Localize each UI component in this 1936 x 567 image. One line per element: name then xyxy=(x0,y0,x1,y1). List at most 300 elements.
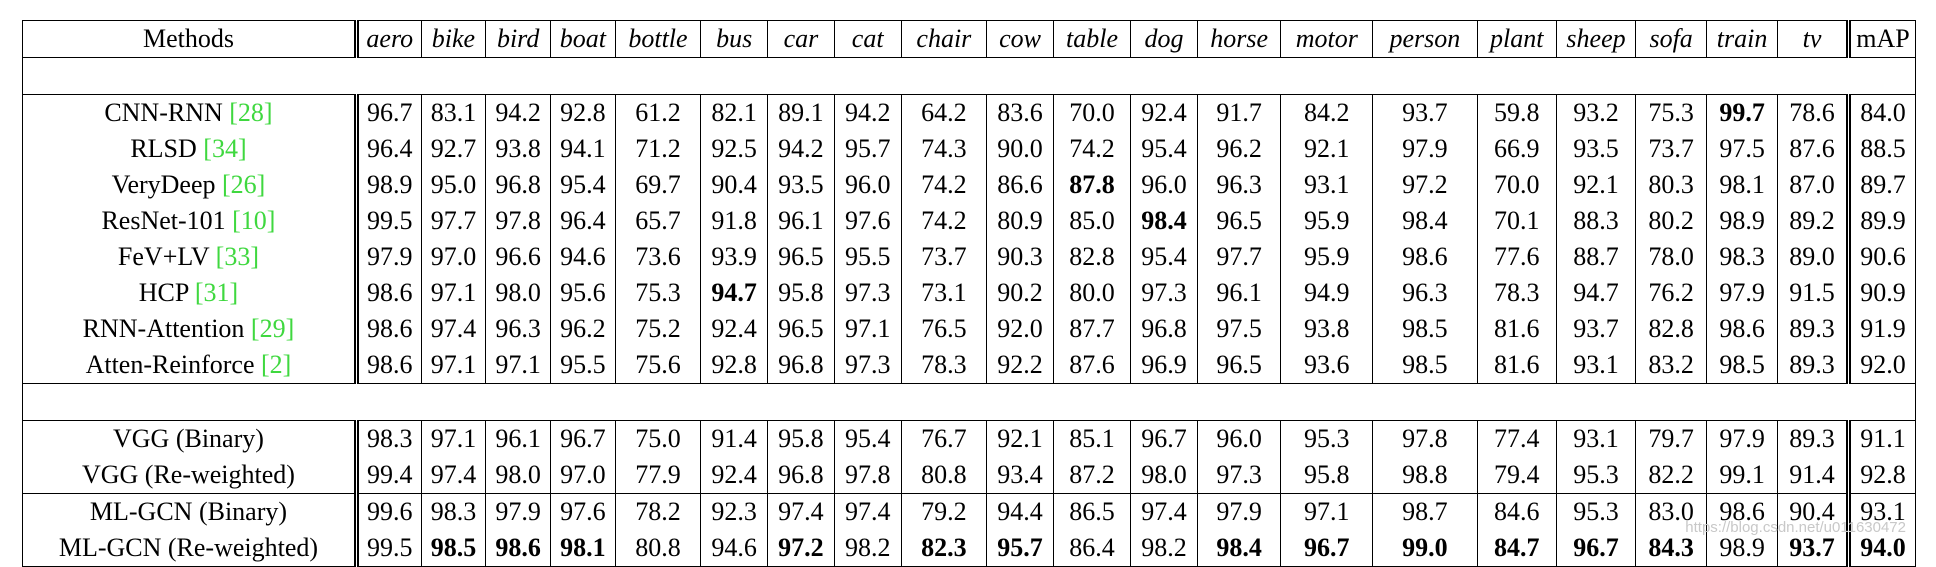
value-cell-sofa xyxy=(1636,457,1707,494)
citation-link[interactable]: [26] xyxy=(222,170,266,199)
value-text: 92.2 xyxy=(997,350,1043,379)
value-cell-person xyxy=(1373,167,1477,203)
value-text: 83.0 xyxy=(1648,497,1694,526)
value-text: 96.1 xyxy=(778,206,824,235)
value-text: 80.8 xyxy=(921,460,967,489)
value-text: 96.0 xyxy=(1141,170,1187,199)
value-text: 92.4 xyxy=(711,460,757,489)
value-text: 86.6 xyxy=(997,170,1043,199)
value-text: 74.2 xyxy=(1069,134,1115,163)
value-cell-cow xyxy=(987,239,1054,275)
value-text: 92.0 xyxy=(997,314,1043,343)
value-cell-boat xyxy=(550,275,615,311)
value-text: 89.1 xyxy=(778,98,824,127)
value-cell-bike xyxy=(421,239,486,275)
value-cell-bus xyxy=(701,530,768,567)
value-cell-bottle xyxy=(615,275,701,311)
value-text: 87.6 xyxy=(1069,350,1115,379)
value-text: 96.5 xyxy=(1216,206,1262,235)
value-text: 92.8 xyxy=(560,98,606,127)
value-cell-person xyxy=(1373,530,1477,567)
value-cell-sofa xyxy=(1636,167,1707,203)
value-text: 64.2 xyxy=(921,98,967,127)
value-text: 87.2 xyxy=(1069,460,1115,489)
value-cell-horse xyxy=(1197,421,1280,458)
value-cell-table xyxy=(1053,275,1130,311)
value-cell-dog xyxy=(1131,530,1198,567)
value-text: 96.4 xyxy=(560,206,606,235)
value-cell-bike xyxy=(421,131,486,167)
value-cell-table xyxy=(1053,457,1130,494)
value-cell-map xyxy=(1849,95,1916,132)
value-cell-tv xyxy=(1778,95,1849,132)
method-label: ML-GCN (Binary) xyxy=(89,497,288,526)
results-table-container xyxy=(22,20,1916,567)
value-cell-map xyxy=(1849,239,1916,275)
value-text: 97.9 xyxy=(367,242,413,271)
value-cell-horse xyxy=(1197,311,1280,347)
value-cell-bike xyxy=(421,95,486,132)
value-cell-sheep xyxy=(1556,131,1635,167)
value-text: 85.1 xyxy=(1069,424,1115,453)
value-text: 96.3 xyxy=(495,314,541,343)
value-text: 95.3 xyxy=(1573,497,1619,526)
value-cell-bottle xyxy=(615,421,701,458)
value-cell-bottle xyxy=(615,530,701,567)
value-cell-plant xyxy=(1477,95,1556,132)
value-text: 94.9 xyxy=(1304,278,1350,307)
citation-link[interactable]: [29] xyxy=(250,314,295,343)
column-header-person: person xyxy=(1373,21,1477,58)
value-text: 92.4 xyxy=(1141,98,1187,127)
value-text: 94.0 xyxy=(1860,533,1906,562)
value-text: 96.0 xyxy=(844,170,891,199)
value-text: 94.2 xyxy=(495,98,541,127)
value-cell-cat xyxy=(834,530,901,567)
value-cell-cow xyxy=(987,95,1054,132)
value-text: 98.9 xyxy=(1719,533,1765,562)
value-cell-map xyxy=(1849,311,1916,347)
value-cell-bus xyxy=(701,95,768,132)
value-text: 92.4 xyxy=(711,314,757,343)
value-text: 82.3 xyxy=(921,533,967,562)
value-cell-plant xyxy=(1477,275,1556,311)
value-text: 95.5 xyxy=(560,350,606,379)
value-cell-bus xyxy=(701,457,768,494)
value-text: 95.0 xyxy=(430,170,477,199)
value-text: 71.2 xyxy=(635,134,681,163)
citation-link[interactable]: [28] xyxy=(229,98,273,127)
column-header-tv: tv xyxy=(1778,21,1849,58)
value-cell-car xyxy=(768,167,835,203)
value-text: 73.1 xyxy=(921,278,967,307)
value-text: 93.6 xyxy=(1304,350,1350,379)
value-cell-cow xyxy=(987,530,1054,567)
value-cell-bus xyxy=(701,494,768,531)
value-cell-cow xyxy=(987,203,1054,239)
value-text: 95.4 xyxy=(844,424,891,453)
value-cell-aero xyxy=(356,494,421,531)
value-cell-table xyxy=(1053,203,1130,239)
value-cell-car xyxy=(768,494,835,531)
value-text: 90.4 xyxy=(711,170,757,199)
table-row xyxy=(23,311,1916,347)
value-cell-map xyxy=(1849,167,1916,203)
value-text: 94.4 xyxy=(997,497,1043,526)
watermark: https://blog.csdn.net/u011630472 xyxy=(1685,519,1906,536)
value-cell-motor xyxy=(1281,421,1373,458)
value-cell-motor xyxy=(1281,95,1373,132)
value-text: 93.1 xyxy=(1573,350,1619,379)
value-text: 98.6 xyxy=(1719,497,1765,526)
value-cell-horse xyxy=(1197,347,1280,384)
value-cell-aero xyxy=(356,530,421,567)
value-text: 98.6 xyxy=(1402,242,1448,271)
value-text: 96.5 xyxy=(778,314,824,343)
value-text: 96.8 xyxy=(495,170,541,199)
value-cell-bird xyxy=(486,239,551,275)
value-text: 93.1 xyxy=(1304,170,1350,199)
value-cell-motor xyxy=(1281,203,1373,239)
value-cell-tv xyxy=(1778,167,1849,203)
value-text: 93.8 xyxy=(495,134,541,163)
value-cell-table xyxy=(1053,347,1130,384)
value-cell-chair xyxy=(901,167,987,203)
value-cell-bus xyxy=(701,131,768,167)
value-text: 97.3 xyxy=(844,350,891,379)
value-text: 97.3 xyxy=(1141,278,1187,307)
value-text: 89.3 xyxy=(1789,424,1835,453)
value-cell-aero xyxy=(356,275,421,311)
value-text: 91.9 xyxy=(1860,314,1906,343)
value-cell-horse xyxy=(1197,275,1280,311)
value-text: 98.3 xyxy=(367,424,413,453)
value-text: 95.3 xyxy=(1304,424,1350,453)
value-cell-chair xyxy=(901,311,987,347)
value-text: 87.0 xyxy=(1789,170,1835,199)
value-cell-table xyxy=(1053,239,1130,275)
value-text: 84.0 xyxy=(1860,98,1906,127)
value-text: 80.3 xyxy=(1648,170,1694,199)
value-text: 88.3 xyxy=(1573,206,1619,235)
value-text: 97.4 xyxy=(778,497,824,526)
value-text: 95.4 xyxy=(560,170,606,199)
value-cell-aero xyxy=(356,239,421,275)
value-cell-bird xyxy=(486,311,551,347)
value-cell-map xyxy=(1849,203,1916,239)
value-cell-bike xyxy=(421,275,486,311)
value-text: 83.6 xyxy=(997,98,1043,127)
value-text: 73.6 xyxy=(635,242,681,271)
value-cell-train xyxy=(1707,347,1778,384)
value-cell-chair xyxy=(901,494,987,531)
value-cell-sheep xyxy=(1556,347,1635,384)
value-cell-horse xyxy=(1197,530,1280,567)
value-text: 66.9 xyxy=(1493,134,1540,163)
value-text: 96.7 xyxy=(1573,533,1619,562)
value-text: 89.0 xyxy=(1789,242,1835,271)
value-text: 97.6 xyxy=(844,206,891,235)
value-cell-dog xyxy=(1131,203,1198,239)
value-cell-map xyxy=(1849,347,1916,384)
value-text: 79.4 xyxy=(1493,460,1540,489)
value-text: 89.3 xyxy=(1789,350,1835,379)
value-cell-boat xyxy=(550,239,615,275)
value-text: 65.7 xyxy=(635,206,681,235)
value-text: 75.3 xyxy=(1648,98,1694,127)
value-text: 95.6 xyxy=(560,278,606,307)
value-cell-tv xyxy=(1778,275,1849,311)
value-cell-motor xyxy=(1281,494,1373,531)
method-label: RNN-Attention xyxy=(82,314,251,343)
value-text: 98.5 xyxy=(1402,350,1448,379)
method-label: FeV+LV xyxy=(117,242,216,271)
value-cell-dog xyxy=(1131,275,1198,311)
value-text: 97.2 xyxy=(1402,170,1448,199)
value-cell-bottle xyxy=(615,239,701,275)
value-text: 89.2 xyxy=(1789,206,1835,235)
value-cell-cat xyxy=(834,95,901,132)
citation-link[interactable]: [34] xyxy=(203,134,247,163)
value-text: 92.0 xyxy=(1860,350,1906,379)
value-text: 87.6 xyxy=(1789,134,1835,163)
value-text: 80.9 xyxy=(997,206,1043,235)
value-text: 97.1 xyxy=(495,350,541,379)
value-text: 95.8 xyxy=(778,278,824,307)
value-cell-sofa xyxy=(1636,275,1707,311)
value-cell-bus xyxy=(701,421,768,458)
value-cell-bus xyxy=(701,167,768,203)
value-cell-dog xyxy=(1131,167,1198,203)
column-header-boat: boat xyxy=(550,21,615,58)
value-cell-train xyxy=(1707,131,1778,167)
value-cell-boat xyxy=(550,95,615,132)
value-cell-horse xyxy=(1197,239,1280,275)
value-text: 92.7 xyxy=(430,134,477,163)
column-header-chair: chair xyxy=(901,21,987,58)
citation-link[interactable]: [10] xyxy=(232,206,276,235)
value-cell-cow xyxy=(987,421,1054,458)
value-text: 91.8 xyxy=(711,206,757,235)
citation-link[interactable]: [31] xyxy=(194,278,239,307)
value-cell-person xyxy=(1373,347,1477,384)
value-text: 95.4 xyxy=(1141,242,1187,271)
value-text: 95.5 xyxy=(844,242,891,271)
value-cell-bike xyxy=(421,494,486,531)
method-name xyxy=(23,239,357,275)
value-text: 92.5 xyxy=(711,134,757,163)
value-text: 98.9 xyxy=(367,170,413,199)
value-text: 96.8 xyxy=(778,350,824,379)
value-text: 79.7 xyxy=(1648,424,1694,453)
value-cell-cat xyxy=(834,311,901,347)
value-text: 89.3 xyxy=(1789,314,1835,343)
value-cell-motor xyxy=(1281,275,1373,311)
value-cell-train xyxy=(1707,167,1778,203)
value-cell-plant xyxy=(1477,457,1556,494)
value-cell-cat xyxy=(834,421,901,458)
value-text: 96.7 xyxy=(1304,533,1350,562)
citation-link[interactable]: [33] xyxy=(215,242,259,271)
value-cell-tv xyxy=(1778,347,1849,384)
table-row xyxy=(23,239,1916,275)
value-text: 96.0 xyxy=(1216,424,1262,453)
value-text: 98.0 xyxy=(495,460,541,489)
value-cell-cat xyxy=(834,239,901,275)
column-header-bike: bike xyxy=(421,21,486,58)
value-text: 97.4 xyxy=(844,497,891,526)
value-text: 93.5 xyxy=(1573,134,1619,163)
value-cell-bird xyxy=(486,494,551,531)
method-name xyxy=(23,311,357,347)
value-text: 98.5 xyxy=(1402,314,1448,343)
value-text: 75.3 xyxy=(635,278,681,307)
value-cell-sheep xyxy=(1556,494,1635,531)
value-text: 78.0 xyxy=(1648,242,1694,271)
value-cell-bottle xyxy=(615,95,701,132)
value-text: 99.5 xyxy=(367,206,413,235)
column-header-map: mAP xyxy=(1849,21,1916,58)
value-text: 96.2 xyxy=(560,314,606,343)
value-text: 80.0 xyxy=(1069,278,1115,307)
value-text: 96.6 xyxy=(495,242,541,271)
value-text: 84.6 xyxy=(1493,497,1540,526)
value-cell-bottle xyxy=(615,347,701,384)
value-text: 94.6 xyxy=(711,533,757,562)
value-cell-bottle xyxy=(615,311,701,347)
value-cell-map xyxy=(1849,457,1916,494)
value-text: 92.1 xyxy=(997,424,1043,453)
method-label: RLSD xyxy=(130,134,204,163)
value-cell-sheep xyxy=(1556,457,1635,494)
value-text: 77.6 xyxy=(1493,242,1540,271)
value-text: 91.5 xyxy=(1789,278,1835,307)
value-text: 98.3 xyxy=(430,497,477,526)
results-table xyxy=(22,20,1916,567)
value-text: 59.8 xyxy=(1493,98,1540,127)
value-text: 90.3 xyxy=(997,242,1043,271)
method-name xyxy=(23,457,357,494)
value-text: 99.6 xyxy=(367,497,413,526)
value-text: 97.9 xyxy=(1719,278,1765,307)
value-text: 97.1 xyxy=(430,350,477,379)
value-cell-bottle xyxy=(615,457,701,494)
value-cell-sheep xyxy=(1556,239,1635,275)
value-cell-dog xyxy=(1131,347,1198,384)
value-cell-aero xyxy=(356,95,421,132)
value-text: 97.8 xyxy=(1402,424,1448,453)
value-text: 98.6 xyxy=(367,350,413,379)
value-cell-train xyxy=(1707,95,1778,132)
value-text: 91.1 xyxy=(1860,424,1906,453)
value-text: 98.5 xyxy=(430,533,477,562)
value-cell-aero xyxy=(356,347,421,384)
column-header-bird: bird xyxy=(486,21,551,58)
value-cell-car xyxy=(768,421,835,458)
value-text: 78.3 xyxy=(1493,278,1540,307)
value-cell-chair xyxy=(901,203,987,239)
value-text: 95.9 xyxy=(1304,242,1350,271)
column-header-plant: plant xyxy=(1477,21,1556,58)
value-cell-person xyxy=(1373,421,1477,458)
method-name xyxy=(23,167,357,203)
value-cell-cat xyxy=(834,203,901,239)
table-row xyxy=(23,421,1916,458)
value-cell-train xyxy=(1707,311,1778,347)
value-cell-boat xyxy=(550,203,615,239)
value-text: 92.8 xyxy=(711,350,757,379)
method-name xyxy=(23,275,357,311)
value-cell-car xyxy=(768,203,835,239)
value-text: 96.9 xyxy=(1141,350,1187,379)
value-text: 93.1 xyxy=(1573,424,1619,453)
value-text: 89.7 xyxy=(1860,170,1906,199)
value-cell-aero xyxy=(356,167,421,203)
table-row xyxy=(23,530,1916,567)
value-cell-sheep xyxy=(1556,167,1635,203)
value-text: 95.4 xyxy=(1141,134,1187,163)
value-text: 81.6 xyxy=(1493,350,1540,379)
value-cell-motor xyxy=(1281,530,1373,567)
table-row xyxy=(23,203,1916,239)
value-cell-train xyxy=(1707,275,1778,311)
value-cell-sofa xyxy=(1636,421,1707,458)
value-cell-tv xyxy=(1778,457,1849,494)
column-header-car: car xyxy=(768,21,835,58)
value-cell-bottle xyxy=(615,131,701,167)
value-cell-car xyxy=(768,239,835,275)
value-cell-plant xyxy=(1477,131,1556,167)
value-text: 96.5 xyxy=(778,242,824,271)
value-cell-bird xyxy=(486,167,551,203)
value-text: 96.3 xyxy=(1216,170,1262,199)
value-text: 90.6 xyxy=(1860,242,1906,271)
value-text: 75.2 xyxy=(635,314,681,343)
value-cell-bike xyxy=(421,311,486,347)
value-text: 95.8 xyxy=(778,424,824,453)
value-text: 97.1 xyxy=(430,424,477,453)
value-cell-bike xyxy=(421,457,486,494)
value-cell-plant xyxy=(1477,311,1556,347)
value-text: 97.9 xyxy=(1719,424,1765,453)
group-gap xyxy=(23,58,1916,95)
value-cell-tv xyxy=(1778,131,1849,167)
value-cell-plant xyxy=(1477,347,1556,384)
value-text: 98.4 xyxy=(1402,206,1448,235)
value-cell-motor xyxy=(1281,239,1373,275)
value-text: 76.5 xyxy=(921,314,967,343)
value-text: 99.5 xyxy=(367,533,413,562)
value-text: 97.7 xyxy=(430,206,477,235)
value-text: 97.0 xyxy=(560,460,606,489)
value-text: 95.7 xyxy=(997,533,1043,562)
value-cell-boat xyxy=(550,347,615,384)
value-cell-map xyxy=(1849,275,1916,311)
value-text: 93.7 xyxy=(1402,98,1448,127)
value-cell-car xyxy=(768,275,835,311)
value-cell-chair xyxy=(901,275,987,311)
value-text: 91.4 xyxy=(711,424,757,453)
value-text: 98.6 xyxy=(367,278,413,307)
value-text: 87.8 xyxy=(1069,170,1115,199)
value-text: 95.8 xyxy=(1304,460,1350,489)
value-cell-person xyxy=(1373,457,1477,494)
value-cell-bike xyxy=(421,421,486,458)
value-cell-bus xyxy=(701,311,768,347)
value-text: 97.9 xyxy=(495,497,541,526)
citation-link[interactable]: [2] xyxy=(261,350,292,379)
value-text: 97.4 xyxy=(430,314,477,343)
